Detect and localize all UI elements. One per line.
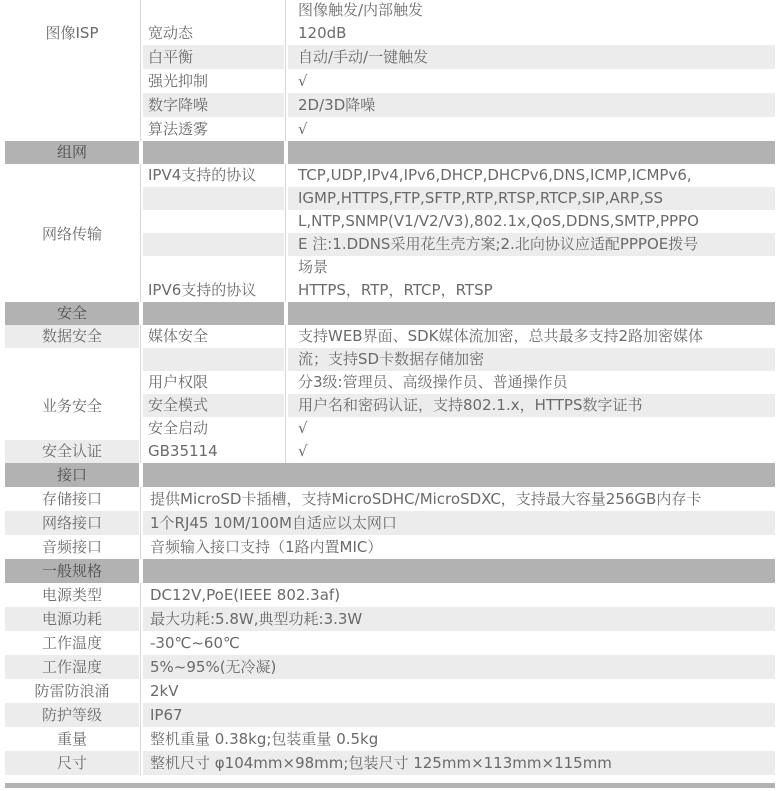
group-label-image-isp: 图像ISP (5, 0, 139, 141)
group-label-empty (5, 348, 139, 371)
band-filler (143, 559, 775, 583)
isp-name-column (143, 0, 284, 141)
spec-value: L,NTP,SNMP(V1/V2/V3),802.1x,QoS,DDNS,SMTP,PPPO (288, 210, 775, 233)
spec-value: 支持WEB界面、SDK媒体流加密，总共最多支持2路加密媒体 (288, 325, 775, 348)
spec-label: 算法透雾 (143, 117, 284, 141)
spec-row (5, 583, 775, 607)
group-label-network-transport: 网络传输 (5, 164, 139, 302)
checkmark: √ (288, 440, 775, 463)
spec-label: 安全模式 (143, 394, 284, 417)
spec-value: 用户名和密码认证，支持802.1.x，HTTPS数字证书 (288, 394, 775, 417)
band-filler (143, 141, 284, 164)
spec-label: IPV6支持的协议 (143, 279, 284, 302)
spec-label: 电源类型 (5, 583, 139, 607)
spec-label: 防护等级 (5, 703, 139, 727)
spec-row (5, 631, 775, 655)
spec-value: E 注:1.DDNS采用花生壳方案;2.北向协议应适配PPPOE拨号 (288, 233, 775, 256)
spec-row (5, 655, 775, 679)
security-group-column (5, 325, 139, 463)
checkmark: √ (288, 417, 775, 440)
section-header-label: 接口 (56, 466, 87, 484)
spec-label: 工作温度 (5, 631, 139, 655)
spec-label: 防雷防浪涌 (5, 679, 139, 703)
spec-value: 2kV (143, 679, 775, 703)
spec-value: 图像触发/内部触发 (288, 0, 775, 21)
spec-label: 网络接口 (5, 511, 139, 535)
spec-row (5, 727, 775, 751)
spec-label: 重量 (5, 727, 139, 751)
spec-value: IGMP,HTTPS,FTP,SFTP,RTP,RTSP,RTCP,SIP,ARP,SS (288, 187, 775, 210)
spec-row (5, 511, 775, 535)
band-filler (288, 302, 775, 325)
band-filler (143, 463, 775, 487)
spec-label: GB35114 (143, 440, 284, 463)
spec-label (143, 0, 284, 21)
security-name-column (143, 325, 284, 463)
group-label-security-cert: 安全认证 (5, 440, 139, 463)
group-label-business-security: 业务安全 (5, 371, 139, 440)
spec-label: 尺寸 (5, 751, 139, 775)
spec-value: 2D/3D降噪 (288, 93, 775, 117)
spec-value: -30℃~60℃ (143, 631, 775, 655)
spec-value: HTTPS，RTP，RTCP，RTSP (288, 279, 775, 302)
group-label-data-security: 数据安全 (5, 325, 139, 348)
spec-value: IP67 (143, 703, 775, 727)
spec-value: 最大功耗:5.8W,典型功耗:3.3W (143, 607, 775, 631)
section-network-transport (5, 164, 775, 302)
spec-label (143, 210, 284, 233)
spec-label: 安全启动 (143, 417, 284, 440)
section-interfaces (5, 487, 775, 559)
spec-value: DC12V,PoE(IEEE 802.3af) (143, 583, 775, 607)
checkmark: √ (288, 117, 775, 141)
spec-value: 1个RJ45 10M/100M自适应以太网口 (143, 511, 775, 535)
spec-row (5, 607, 775, 631)
isp-value-column (288, 0, 775, 141)
spec-value: 5%~95%(无冷凝) (143, 655, 775, 679)
spec-label: 宽动态 (143, 21, 284, 45)
spec-label (143, 187, 284, 210)
spec-row (5, 751, 775, 775)
spec-label (143, 256, 284, 279)
spec-row (5, 703, 775, 727)
spec-label: 电源功耗 (5, 607, 139, 631)
spec-label: 工作湿度 (5, 655, 139, 679)
band-filler (143, 302, 284, 325)
spec-value: 流；支持SD卡数据存储加密 (288, 348, 775, 371)
spec-label: 音频接口 (5, 535, 139, 559)
spec-row (5, 487, 775, 511)
spec-label: IPV4支持的协议 (143, 164, 284, 187)
section-header-label: 一般规格 (41, 562, 102, 580)
checkmark: √ (288, 69, 775, 93)
section-header-label: 组网 (56, 143, 87, 161)
section-image-isp (5, 0, 775, 141)
spec-label (143, 233, 284, 256)
next-section-band-cropped (5, 783, 775, 788)
spec-value: 场景 (288, 256, 775, 279)
section-header-interfaces (5, 463, 775, 487)
spec-value: 120dB (288, 21, 775, 45)
section-general-specs (5, 583, 775, 775)
spec-value: 音频输入接口支持（1路内置MIC） (143, 535, 775, 559)
security-value-column (288, 325, 775, 463)
spec-row (5, 535, 775, 559)
spec-label: 白平衡 (143, 45, 284, 69)
spec-value: 自动/手动/一键触发 (288, 45, 775, 69)
spec-label (143, 348, 284, 371)
spec-label: 存储接口 (5, 487, 139, 511)
spec-table (5, 0, 775, 788)
band-filler (288, 141, 775, 164)
section-header-security (5, 302, 775, 325)
spec-row (5, 679, 775, 703)
spec-label: 媒体安全 (143, 325, 284, 348)
section-header-general (5, 559, 775, 583)
spec-value: 提供MicroSD卡插槽，支持MicroSDHC/MicroSDXC，支持最大容量256GB内存卡 (143, 487, 775, 511)
network-value-column (288, 164, 775, 302)
section-header-network (5, 141, 775, 164)
network-name-column (143, 164, 284, 302)
spec-value: 整机重量 0.38kg;包装重量 0.5kg (143, 727, 775, 751)
spec-label: 强光抑制 (143, 69, 284, 93)
spec-value: 分3级:管理员、高级操作员、普通操作员 (288, 371, 775, 394)
spec-label: 数字降噪 (143, 93, 284, 117)
section-security (5, 325, 775, 463)
spec-label: 用户权限 (143, 371, 284, 394)
spec-value: 整机尺寸 φ104mm×98mm;包装尺寸 125mm×113mm×115mm (143, 751, 775, 775)
spec-value: TCP,UDP,IPv4,IPv6,DHCP,DHCPv6,DNS,ICMP,ICMPv6, (288, 164, 775, 187)
section-header-label: 安全 (56, 304, 87, 322)
